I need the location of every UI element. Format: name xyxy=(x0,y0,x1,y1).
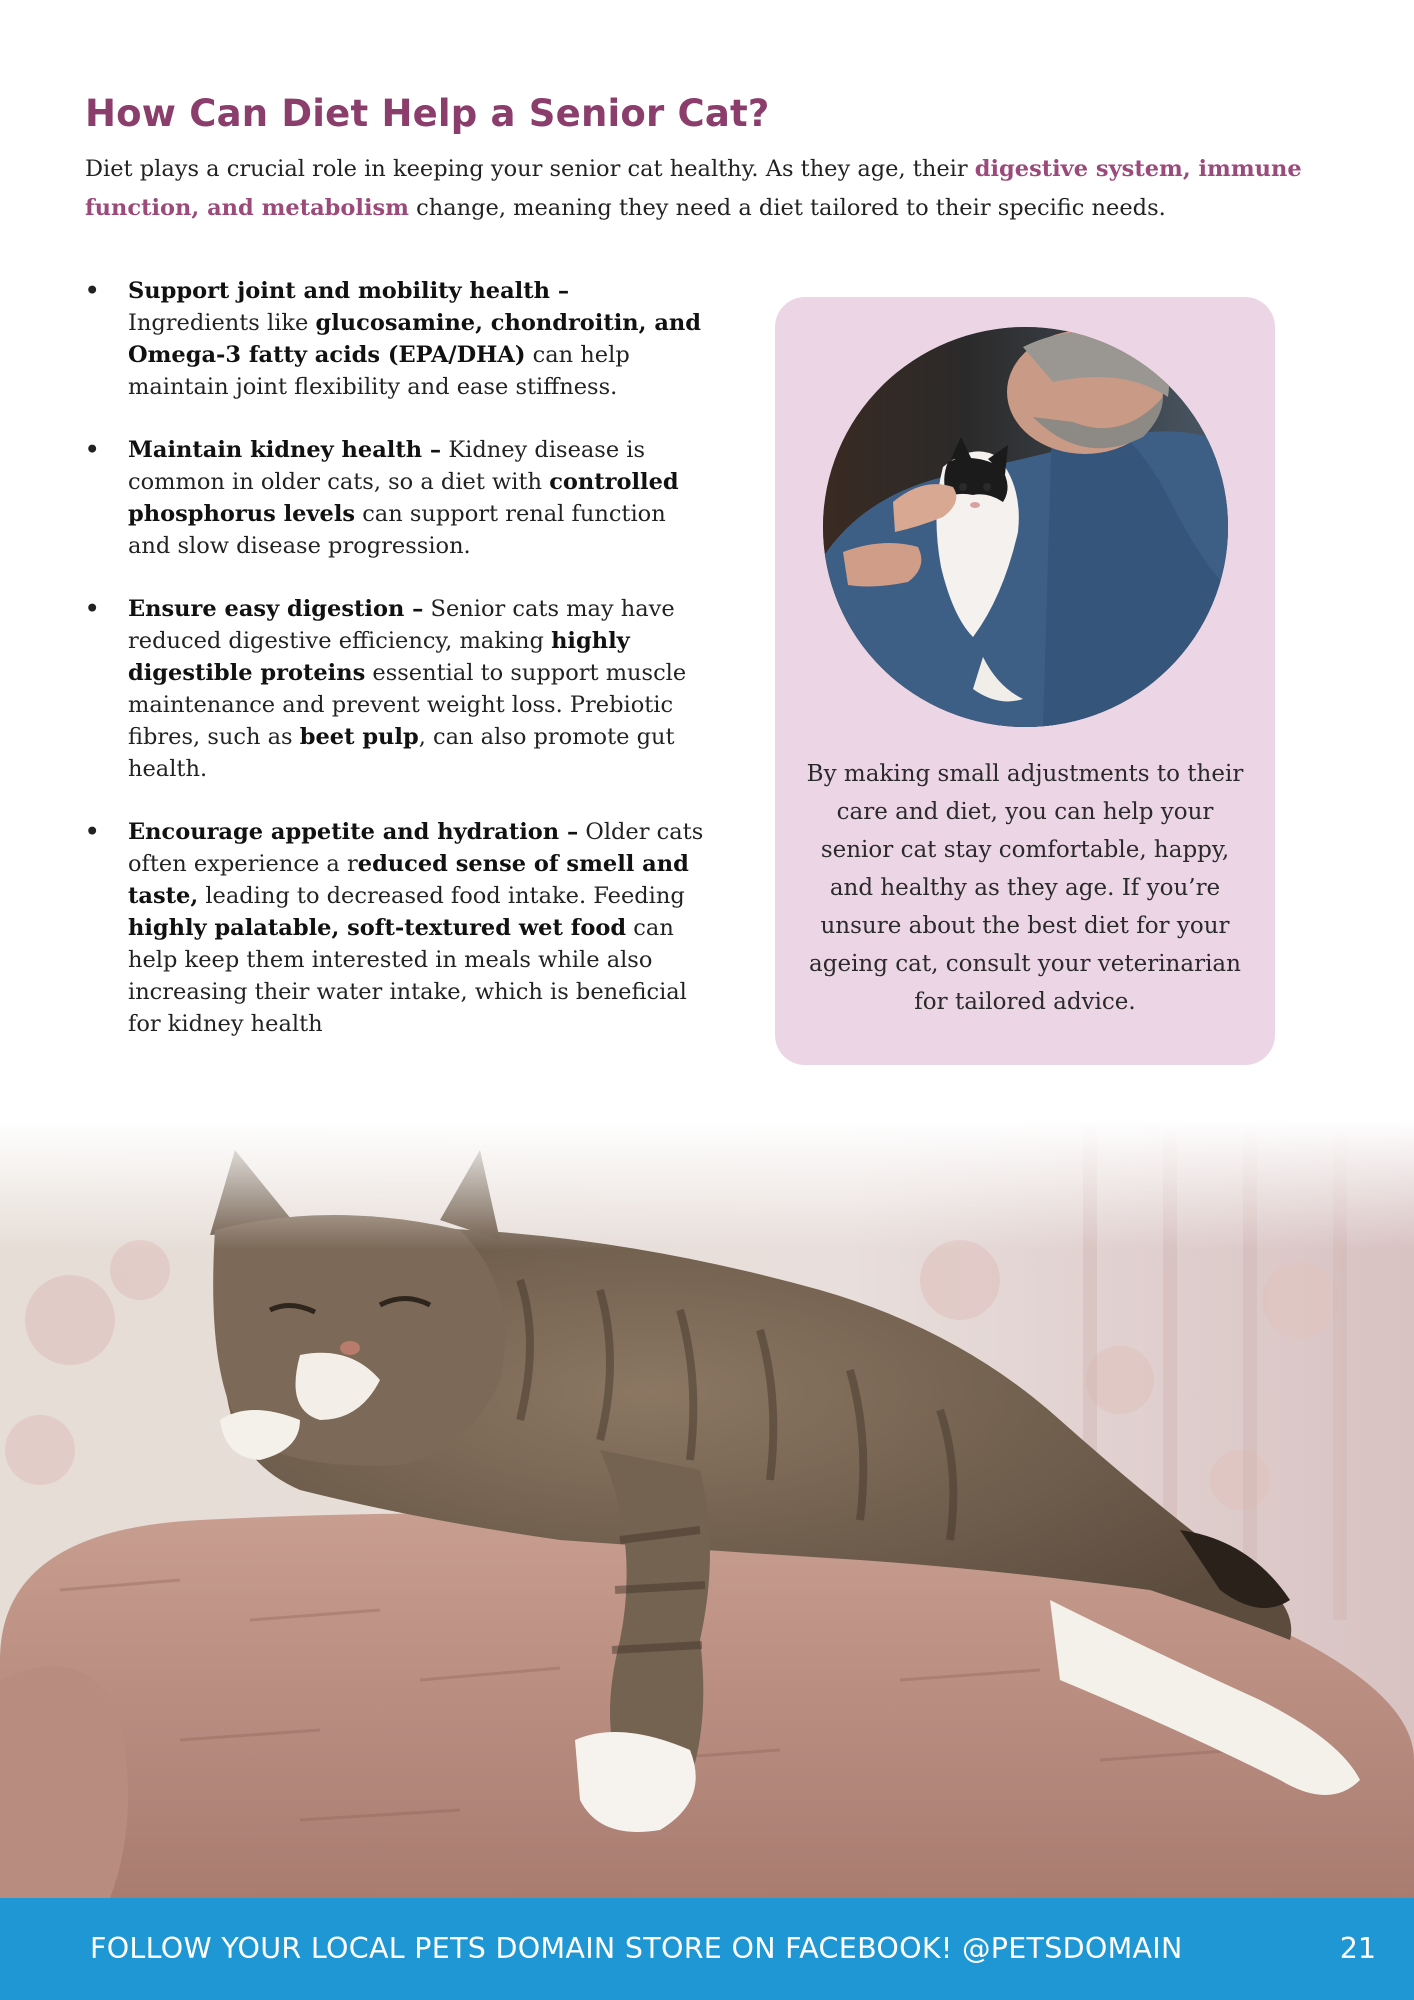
bullet-text: , can also promote gut health. xyxy=(128,724,675,782)
man-holding-cat-photo xyxy=(823,327,1228,727)
man-holding-cat-illustration xyxy=(823,327,1228,727)
advice-card xyxy=(775,297,1275,1065)
bullet-text: Senior cats may have reduced digestive efficiency, making xyxy=(128,596,675,654)
list-item xyxy=(85,275,705,403)
list-item xyxy=(85,434,705,562)
bullet-heading: Encourage appetite and hydration – xyxy=(128,819,579,845)
bullet-text: leading to decreased food intake. Feeding xyxy=(198,883,685,909)
bullet-icon: • xyxy=(85,596,100,622)
page-title: How Can Diet Help a Senior Cat? xyxy=(85,92,770,135)
intro-paragraph xyxy=(85,150,1345,228)
footer-bar xyxy=(0,1898,1414,2000)
card-advice-text: By making small adjustments to their care and diet, you can help your senior cat stay comfortable, happy, and healthy as they age. If you’re unsure about the best diet for your ageing cat, consult your veterinarian for tailored advice. xyxy=(806,761,1244,1015)
bullet-text: Kidney disease is common in older cats, so a diet with xyxy=(128,437,646,495)
bullet-bold: controlled phosphorus levels xyxy=(128,469,679,527)
bullet-heading: Support joint and mobility health – xyxy=(128,278,570,304)
bullet-text: can help maintain joint flexibility and ease stiffness. xyxy=(128,342,630,400)
bullet-bold: highly digestible proteins xyxy=(128,628,630,686)
footer-facebook-text: FOLLOW YOUR LOCAL PETS DOMAIN STORE ON FACEBOOK! @PETSDOMAIN xyxy=(90,1932,1183,1965)
list-item xyxy=(85,593,705,785)
bullet-bold: glucosamine, chondroitin, and Omega-3 fatty acids (EPA/DHA) xyxy=(128,310,701,368)
intro-text-2: change, meaning they need a diet tailored to their specific needs. xyxy=(408,195,1166,221)
bullet-text: can support renal function and slow disease progression. xyxy=(128,501,666,559)
bullet-heading: Maintain kidney health – xyxy=(128,437,442,463)
list-item xyxy=(85,816,705,1040)
sleeping-cat-photo xyxy=(0,1120,1414,1898)
bullet-text: can help keep them interested in meals while also increasing their water intake, which is beneficial for kidney health xyxy=(128,915,687,1037)
benefits-list xyxy=(85,275,705,1071)
bullet-bold: beet pulp xyxy=(299,724,419,750)
bullet-icon: • xyxy=(85,819,100,845)
bullet-bold: educed sense of smell and taste, xyxy=(128,851,689,909)
bullet-text: essential to support muscle maintenance and prevent weight loss. Prebiotic fibres, such as xyxy=(128,660,687,750)
bullet-text: Ingredients like xyxy=(128,310,316,336)
bullet-text: Older cats often experience a r xyxy=(128,819,704,877)
intro-highlight: digestive system, immune function, and metabolism xyxy=(85,156,1302,221)
bullet-heading: Ensure easy digestion – xyxy=(128,596,424,622)
bullet-icon: • xyxy=(85,278,100,304)
page-number: 21 xyxy=(1339,1932,1376,1965)
bullet-bold: highly palatable, soft-textured wet food xyxy=(128,915,627,941)
sleeping-cat-illustration xyxy=(0,1120,1414,1898)
bullet-icon: • xyxy=(85,437,100,463)
intro-text-1: Diet plays a crucial role in keeping your senior cat healthy. As they age, their xyxy=(85,156,975,182)
